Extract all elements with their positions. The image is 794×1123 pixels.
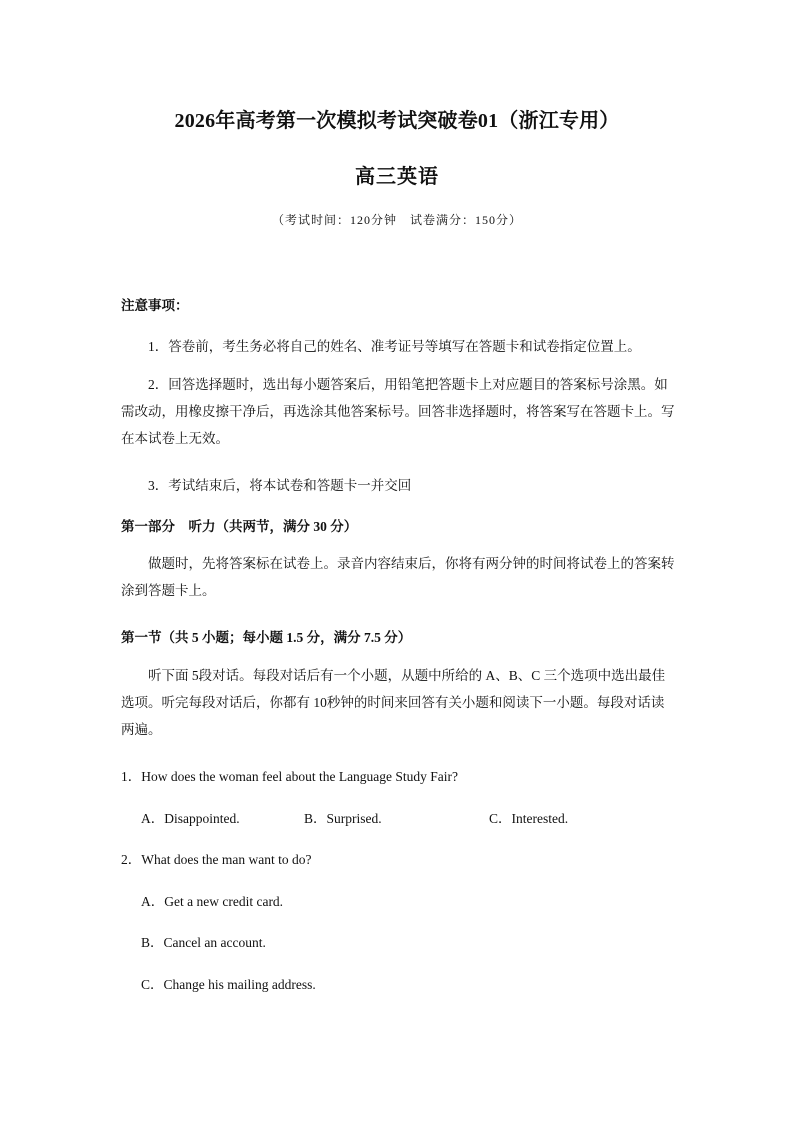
- exam-title: 2026年高考第一次模拟考试突破卷01（浙江专用）: [174, 110, 620, 132]
- notes-heading: 注意事项：: [121, 298, 189, 313]
- question-1-option-a[interactable]: A．Disappointed.: [141, 811, 240, 826]
- part-one-instruction: 做题时，先将答案标在试卷上。录音内容结束后，你将有两分钟的时间将试卷上的答案转涂到答题卡上。: [121, 556, 675, 598]
- section-one-instruction: 听下面 5段对话。每段对话后有一个小题，从题中所给的 A、B、C 三个选项中选出最佳选项。听完每段对话后，你都有 10秒钟的时间来回答有关小题和阅读下一小题。每段对话读两遍。: [121, 668, 666, 737]
- question-2-option-b[interactable]: B．Cancel an account.: [141, 935, 266, 950]
- question-2-stem: 2．What does the man want to do?: [121, 852, 312, 867]
- question-1-options: [0, 807, 794, 827]
- question-2-option-c[interactable]: C．Change his mailing address.: [141, 977, 316, 992]
- question-1-option-b[interactable]: B．Surprised.: [304, 811, 382, 826]
- question-1-stem: 1．How does the woman feel about the Language Study Fair?: [121, 769, 459, 784]
- exam-duration-score: （考试时间：120分钟 试卷满分：150分）: [271, 213, 522, 227]
- exam-subject: 高三英语: [355, 166, 439, 188]
- section-one-heading: 第一节（共 5 小题；每小题 1.5 分，满分 7.5 分）: [121, 630, 412, 645]
- note-item-2: 2．回答选择题时，选出每小题答案后，用铅笔把答题卡上对应题目的答案标号涂黑。如需改动，用橡皮擦干净后，再选涂其他答案标号。回答非选择题时，将答案写在答题卡上。写在本试卷上无效。: [121, 377, 675, 446]
- note-item-3: 3．考试结束后，将本试卷和答题卡一并交回: [148, 478, 412, 493]
- note-item-1: 1．答卷前，考生务必将自己的姓名、准考证号等填写在答题卡和试卷指定位置上。: [148, 339, 641, 354]
- part-one-heading: 第一部分 听力（共两节，满分 30 分）: [121, 519, 358, 534]
- question-2-option-a[interactable]: A．Get a new credit card.: [141, 894, 284, 909]
- question-1-option-c[interactable]: C．Interested.: [489, 811, 569, 826]
